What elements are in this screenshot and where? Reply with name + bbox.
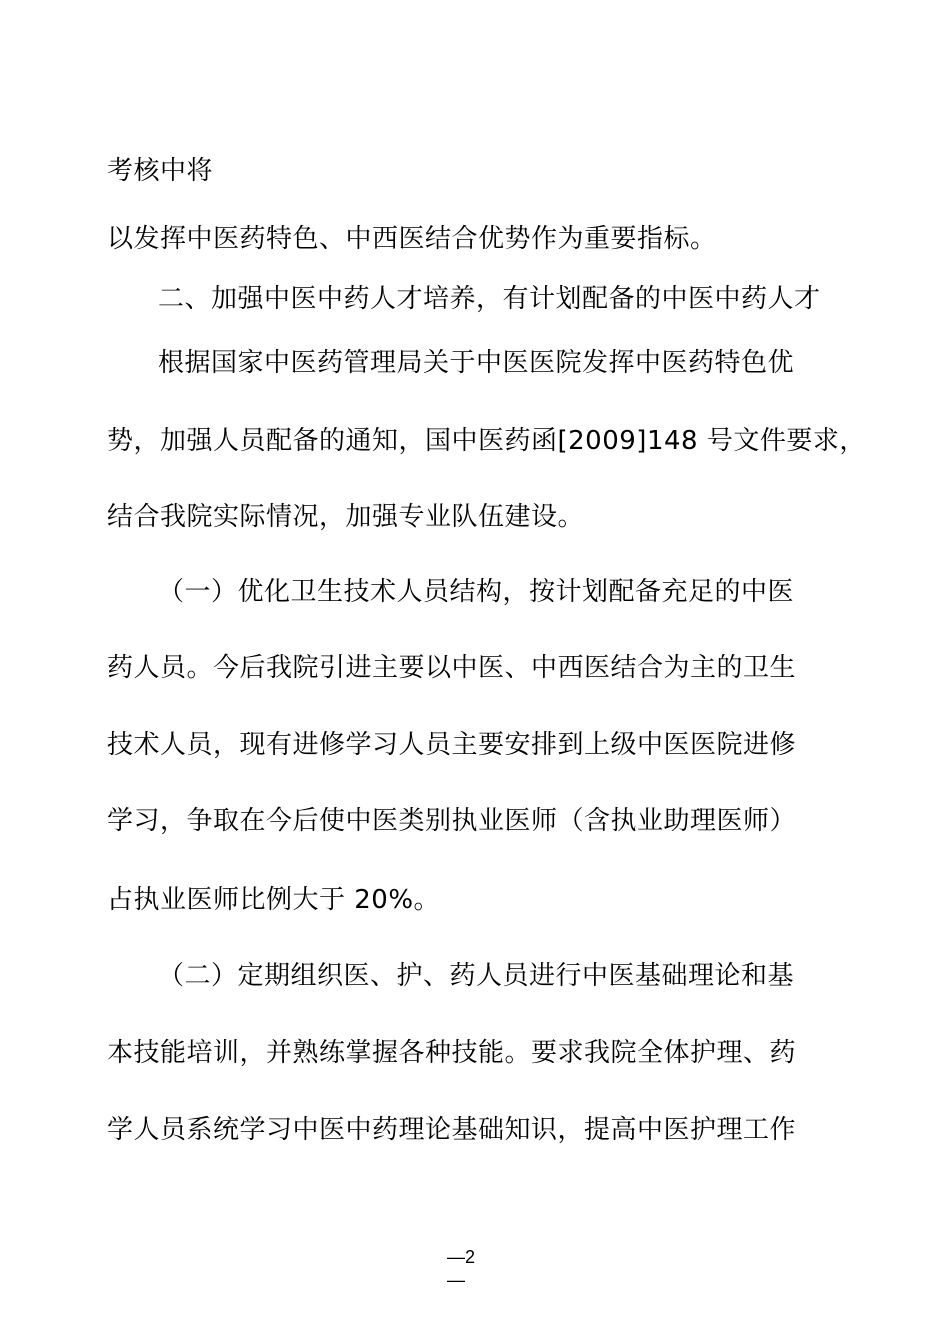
text-line: 技术人员，现有进修学习人员主要安排到上级中医医院进修 [107, 730, 797, 760]
text-line: 结合我院实际情况，加强专业队伍建设。 [107, 502, 585, 532]
text-line: 学习，争取在今后使中医类别执业医师（含执业助理医师） [107, 806, 797, 836]
subsection-heading: （一）优化卫生技术人员结构，按计划配备充足的中医 [158, 577, 795, 607]
page-number-dash: — [447, 1270, 465, 1290]
text-line: 药人员。今后我院引进主要以中医、中西医结合为主的卫生 [107, 653, 797, 683]
text-line: 本技能培训，并熟练掌握各种技能。要求我院全体护理、药 [107, 1038, 797, 1068]
page-number: —2 [447, 1247, 476, 1267]
subsection-heading: （二）定期组织医、护、药人员进行中医基础理论和基 [158, 961, 795, 991]
text-line: 学人员系统学习中医中药理论基础知识，提高中医护理工作 [107, 1115, 797, 1145]
text-line: 根据国家中医药管理局关于中医医院发挥中医药特色优 [158, 348, 795, 378]
text-line: 以发挥中医药特色、中西医结合优势作为重要指标。 [107, 224, 717, 254]
section-heading: 二、加强中医中药人才培养，有计划配备的中医中药人才 [158, 284, 821, 314]
text-line: 占执业医师比例大于 20%。 [107, 885, 441, 915]
text-line: 考核中将 [107, 156, 214, 186]
text-line: 势，加强人员配备的通知，国中医药函[2009]148 号文件要求， [107, 426, 866, 456]
